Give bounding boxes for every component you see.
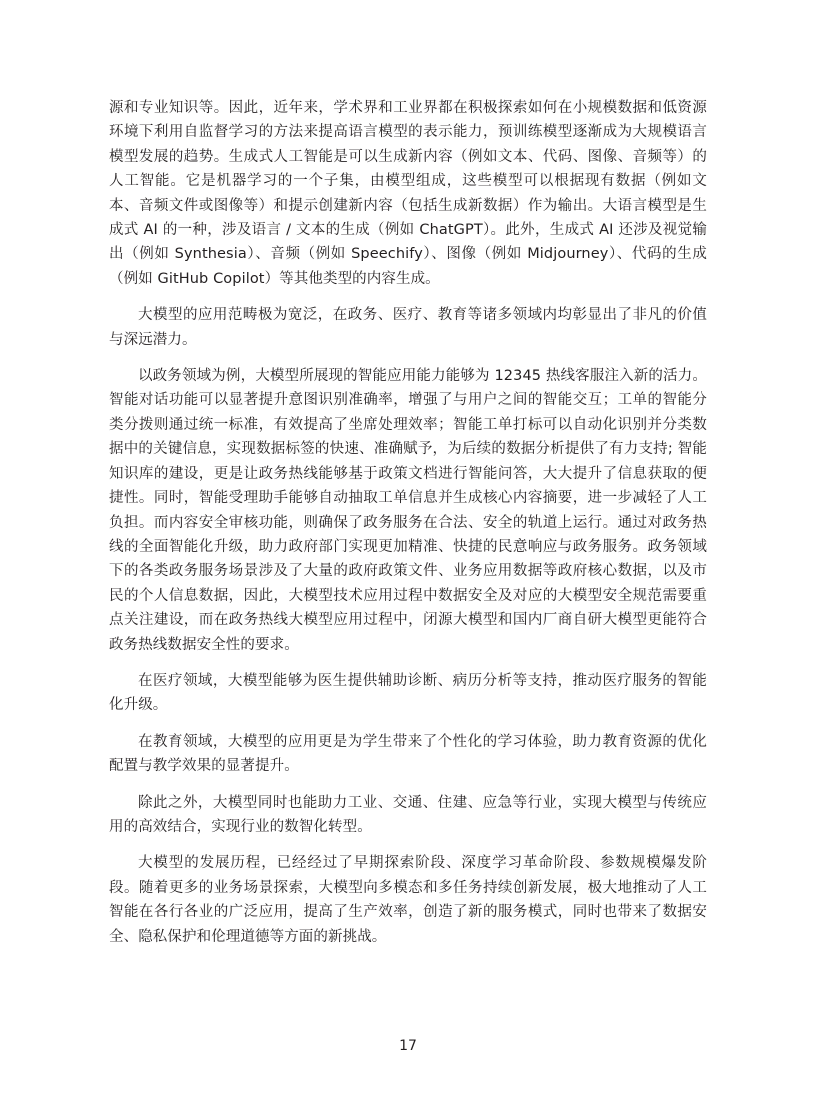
paragraph-application-scope: 大模型的应用范畴极为宽泛，在政务、医疗、教育等诸多领域内均彰显出了非凡的价值与深远潜力。 — [109, 307, 707, 348]
body-text — [109, 96, 707, 961]
paragraph-continuation: 源和专业知识等。因此，近年来，学术界和工业界都在积极探索如何在小规模数据和低资源环境下利用自监督学习的方法来提高语言模型的表示能力，预训练模型逐渐成为大规模语言模型发展的趋势。生成式人工智能是可以生成新内容（例如文本、代码、图像、音频等）的人工智能。它是机器学习的一个子集，由模型组成，这些模型可以根据现有数据（例如文本、音频文件或图像等）和提示创建新内容（包括生成新数据）作为输出。大语言模型是生成式 AI 的一种，涉及语言 / 文本的生成（例如 ChatGPT）。此外，生成式 AI 还涉及视觉输出（例如 Synthesia）、音频（例如 Speechify）、图像（例如 Midjourney）、代码的生成（例如 GitHub Copilot）等其他类型的内容生成。 — [109, 100, 707, 287]
paragraph-other-industries: 除此之外，大模型同时也能助力工业、交通、住建、应急等行业，实现大模型与传统应用的高效结合，实现行业的数智化转型。 — [109, 794, 707, 835]
paragraph-government: 以政务领域为例，大模型所展现的智能应用能力能够为 12345 热线客服注入新的活力。智能对话功能可以显著提升意图识别准确率，增强了与用户之间的智能交互；工单的智能分类分拨则通过统一标准，有效提高了坐席处理效率；智能工单打标可以自动化识别并分类数据中的关键信息，实现数据标签的快速、准确赋予，为后续的数据分析提供了有力支持; 智能知识库的建设，更是让政务热线能够基于政策文档进行智能问答，大大提升了信息获取的便捷性。同时，智能受理助手能够自动抽取工单信息并生成核心内容摘要，进一步减轻了人工负担。而内容安全审核功能，则确保了政务服务在合法、安全的轨道上运行。通过对政务热线的全面智能化升级，助力政府部门实现更加精准、快捷的民意响应与政务服务。政务领域下的各类政务服务场景涉及了大量的政府政策文件、业务应用数据等政府核心数据，以及市民的个人信息数据，因此，大模型技术应用过程中数据安全及对应的大模型安全规范需要重点关注建设，而在政务热线大模型应用过程中，闭源大模型和国内厂商自研大模型更能符合政务热线数据安全性的要求。 — [109, 368, 707, 653]
paragraph-education: 在教育领域，大模型的应用更是为学生带来了个性化的学习体验，助力教育资源的优化配置与教学效果的显著提升。 — [109, 733, 707, 775]
page-number: 17 — [399, 1038, 417, 1054]
paragraph-development-history: 大模型的发展历程，已经经过了早期探索阶段、深度学习革命阶段、参数规模爆发阶段。随着更多的业务场景探索，大模型向多模态和多任务持续创新发展，极大地推动了人工智能在各行各业的广泛应用，提高了生产效率，创造了新的服务模式，同时也带来了数据安全、隐私保护和伦理道德等方面的新挑战。 — [109, 855, 707, 945]
paragraph-medical: 在医疗领域，大模型能够为医生提供辅助诊断、病历分析等支持，推动医疗服务的智能化升级。 — [109, 672, 707, 714]
